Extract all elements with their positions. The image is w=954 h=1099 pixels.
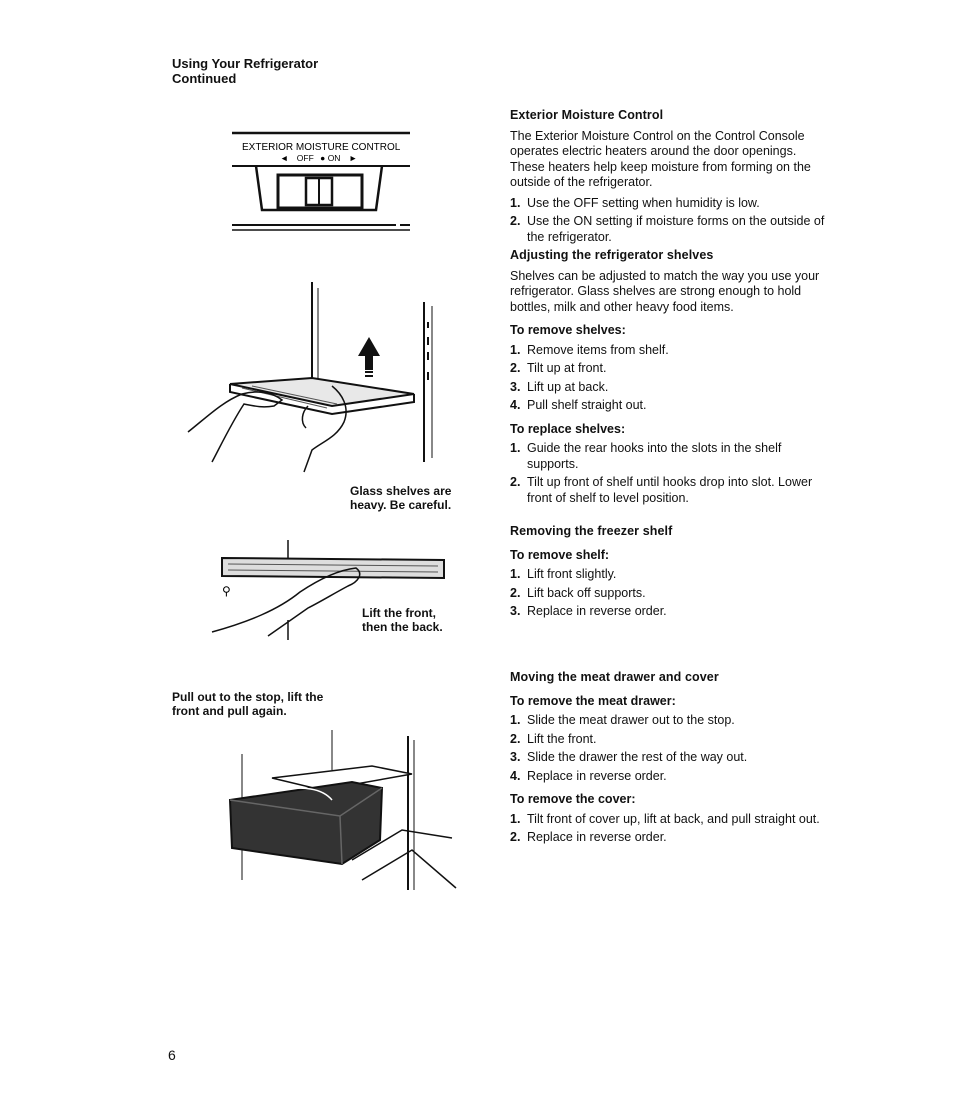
section-title: Removing the freezer shelf [510,524,673,538]
control-panel-title: EXTERIOR MOISTURE CONTROL [242,142,401,153]
freezer-list [510,567,830,620]
list-number: 4. [510,768,521,783]
meat-drawer-illustration [222,730,458,892]
cover-list [510,812,830,846]
page-number: 6 [168,1047,176,1063]
list-number: 2. [510,475,521,489]
list-text: Slide the drawer the rest of the way out. [527,750,748,764]
pull-caption [172,690,323,718]
list-text: Guide the rear hooks into the slots in the shelf supports. [527,441,782,471]
list-text: Lift up at back. [527,379,609,394]
clip-icon: ⚲ [222,584,231,598]
subsection-title: To remove shelf: [510,547,610,562]
subsection-title: To remove shelves: [510,323,626,337]
caption-line: then the back. [362,620,443,634]
list-item [510,732,830,748]
subsection-title: To replace shelves: [510,421,626,436]
list-number: 1. [510,567,521,581]
meat-drawer-section [510,670,830,852]
list-text: Slide the meat drawer out to the stop. [527,713,735,727]
section-title: Exterior Moisture Control [510,108,664,122]
list-number: 2. [510,585,521,600]
list-item [510,586,830,602]
list-text: Lift front slightly. [527,567,617,581]
list-text: Replace in reverse order. [527,604,667,618]
list-item [510,769,830,785]
list-item [510,343,830,359]
caption-line: heavy. Be careful. [350,498,452,512]
list-text: Tilt up front of shelf until hooks drop into slot. Lower front of shelf to level position. [527,475,813,505]
list-number: 2. [510,361,521,375]
list-text: Tilt front of cover up, lift at back, and pull straight out. [527,811,820,826]
exterior-moisture-section [510,108,830,251]
svg-text:◄ OFF ● ON ► [280,153,357,163]
left-arrow-icon: ◄ [280,153,289,163]
list-item [510,398,830,414]
list-number: 3. [510,750,521,764]
off-label: OFF [296,153,314,163]
list-number: 2. [510,830,521,844]
list-item [510,196,830,212]
on-label: ON [327,153,341,163]
list-item [510,750,830,766]
caption-line: Lift the front, [362,606,436,620]
list-item [510,604,830,620]
list-number: 1. [510,195,521,210]
exterior-list [510,196,830,246]
lift-caption [362,606,443,634]
list-number: 4. [510,398,521,412]
list-number: 2. [510,731,521,746]
page-header [172,56,318,86]
list-number: 1. [510,811,521,826]
list-number: 3. [510,379,521,394]
meat-drawer-list [510,713,830,784]
up-arrow-icon [358,337,380,370]
list-item [510,830,830,846]
list-item [510,361,830,377]
list-number: 1. [510,441,521,455]
list-item [510,441,830,472]
dot-icon: ● [320,153,326,163]
section-title: Moving the meat drawer and cover [510,670,719,684]
list-text: Pull shelf straight out. [527,398,647,412]
replace-shelves-list [510,441,830,506]
list-text: Lift the front. [527,731,597,746]
header-title: Using Your Refrigerator [172,56,319,71]
glass-shelves-caption [350,484,451,512]
list-text: Use the ON setting if moisture forms on the outside of the refrigerator. [527,214,825,244]
subsection-title: To remove the cover: [510,792,636,806]
list-text: Use the OFF setting when humidity is low. [527,195,760,210]
shelf-removal-illustration [182,282,442,482]
list-item [510,380,830,396]
section-body: The Exterior Moisture Control on the Control Console operates electric heaters around the door openings. These heaters help keep moisture from forming on the outside of the refrigerator. [510,128,811,189]
remove-shelves-list [510,343,830,414]
list-item [510,567,830,583]
list-text: Tilt up at front. [527,361,607,375]
list-item [510,214,830,245]
right-arrow-icon: ► [348,153,358,163]
caption-line: front and pull again. [172,704,287,718]
caption-line: Glass shelves are [350,484,452,498]
moisture-control-illustration [228,128,418,238]
list-number: 2. [510,214,521,228]
list-text: Remove items from shelf. [527,342,669,357]
caption-line: Pull out to the stop, lift the [172,690,324,704]
subsection-title: To remove the meat drawer: [510,693,676,708]
list-number: 1. [510,713,521,727]
list-text: Replace in reverse order. [527,830,667,844]
list-item [510,812,830,828]
meat-drawer [230,782,382,864]
list-text: Replace in reverse order. [527,768,667,783]
list-item [510,475,830,506]
section-body: Shelves can be adjusted to match the way you use your refrigerator. Glass shelves are strong enough to hold bottles, milk and other heavy food items. [510,268,820,314]
header-subtitle: Continued [172,71,237,86]
section-title: Adjusting the refrigerator shelves [510,248,714,262]
shelves-section [510,248,830,512]
list-number: 1. [510,342,521,357]
list-text: Lift back off supports. [527,585,646,600]
list-item [510,713,830,729]
freezer-section [510,524,830,626]
list-number: 3. [510,604,521,618]
